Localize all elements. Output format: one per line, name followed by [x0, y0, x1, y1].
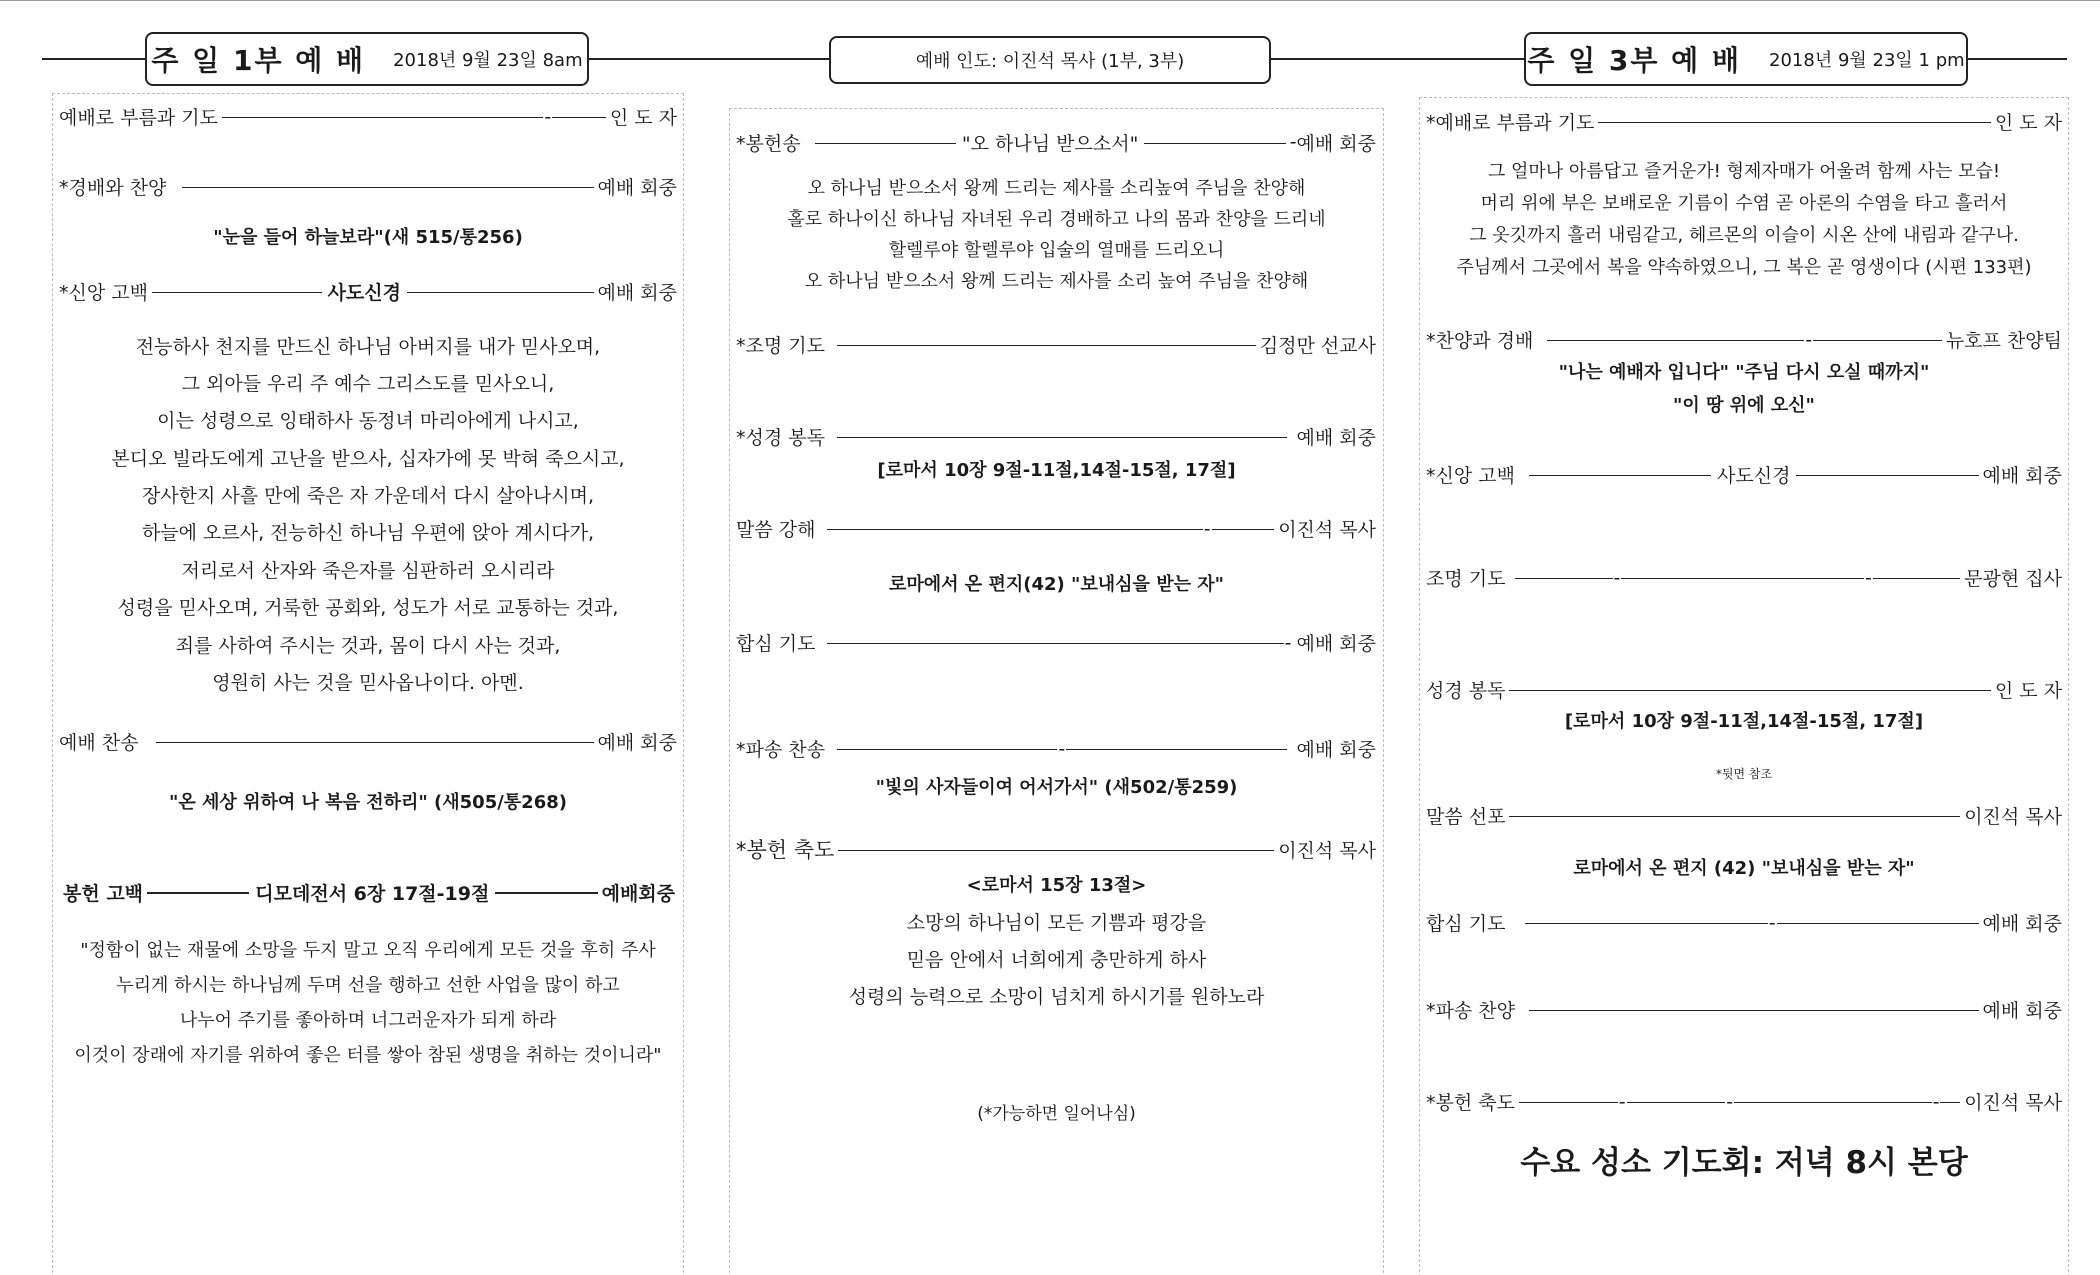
item-responsible: 예배 회중	[597, 731, 677, 754]
song-lyric-line: 오 하나님 받으소서 왕께 드리는 제사를 소리높여 주님을 찬양해	[807, 178, 1306, 199]
program-item	[1426, 326, 2062, 352]
item-label: *경배와 찬양	[59, 176, 167, 199]
item-responsible: 예배 회중	[1296, 132, 1376, 155]
service-1-date: 2018년 9월 23일 8am	[393, 50, 583, 71]
leader-line	[838, 850, 1274, 851]
program-item	[736, 331, 1376, 357]
program-item	[59, 278, 677, 304]
item-label: 합심 기도	[1426, 912, 1506, 935]
psalm-line: 그 옷깃까지 흘러 내림같고, 헤르몬의 이슬이 시온 산에 내림과 같구나.	[1469, 225, 2019, 246]
leader-separator: -	[1289, 131, 1297, 153]
page-top-border	[0, 0, 2100, 1]
item-label: 조명 기도	[1426, 567, 1506, 590]
creed-line: 죄를 사하여 주시는 것과, 몸이 다시 사는 것과,	[175, 635, 561, 657]
item-label: *조명 기도	[736, 334, 825, 357]
item-label: *성경 봉독	[736, 426, 825, 449]
item-responsible: 예배 회중	[597, 176, 677, 199]
program-item	[736, 515, 1376, 541]
leader-line	[495, 892, 597, 894]
leader-separator: -	[1864, 567, 1872, 589]
item-label: *봉헌 축도	[1426, 1091, 1515, 1114]
leader-line	[837, 437, 1287, 438]
item-label: 예배로 부름과 기도	[59, 106, 218, 129]
program-item	[59, 103, 677, 129]
item-detail: "오 하나님 받으소서"	[961, 132, 1139, 155]
hymn-title: "온 세상 위하여 나 복음 전하리" (새505/통268)	[169, 792, 567, 813]
psalm-line: 주님께서 그곳에서 복을 약속하였으니, 그 복은 곧 영생이다 (시편 133편)	[1456, 257, 2032, 278]
program-item	[736, 129, 1376, 155]
praise-songs: "나는 예배자 입니다" "주님 다시 오실 때까지"	[1558, 362, 1930, 383]
program-item	[1426, 564, 2062, 590]
leader-line	[1529, 1010, 1979, 1011]
item-detail: 사도신경	[1717, 464, 1791, 487]
creed-line: 전능하사 천지를 만드신 하나님 아버지를 내가 믿사오며,	[135, 336, 601, 358]
leader-line	[1515, 567, 1960, 589]
item-label: *신앙 고백	[59, 281, 148, 304]
leader-line	[182, 187, 593, 188]
header-worship-leader	[829, 36, 1271, 84]
header-service-3	[1524, 32, 1968, 86]
benediction-reference: <로마서 15장 13절>	[966, 875, 1147, 896]
item-label: 말씀 강해	[736, 518, 816, 541]
item-label: 말씀 선포	[1426, 805, 1506, 828]
item-responsible: 인 도 자	[609, 106, 677, 129]
item-label: *신앙 고백	[1426, 464, 1515, 487]
item-responsible: 예배 회중	[1296, 632, 1376, 655]
leader-separator: -	[1805, 329, 1813, 351]
item-label: *봉헌 축도	[736, 838, 835, 862]
creed-line: 하늘에 오르사, 전능하신 하나님 우편에 앉아 계시다가,	[141, 522, 595, 544]
item-label: 성경 봉독	[1426, 679, 1506, 702]
hymn-title: "빛의 사자들이여 어서가서" (새502/통259)	[875, 777, 1238, 798]
item-responsible: 이진석 목사	[1964, 805, 2062, 828]
benediction-line: 소망의 하나님이 모든 기쁨과 평강을	[906, 912, 1207, 934]
leader-line	[1509, 816, 1960, 817]
leader-separator: -	[1618, 1091, 1626, 1113]
sermon-title: 로마에서 온 편지 (42) "보내심을 받는 자"	[1573, 858, 1915, 879]
program-item	[1426, 802, 2062, 828]
item-responsible: 예배 회중	[1982, 999, 2062, 1022]
item-detail: 사도신경	[327, 281, 401, 304]
item-label: *예배로 부름과 기도	[1426, 111, 1595, 134]
leader-line	[156, 742, 593, 743]
item-responsible: 예배 회중	[1296, 738, 1376, 761]
item-label: *봉헌송	[736, 132, 801, 155]
item-label: 합심 기도	[736, 632, 816, 655]
program-item	[736, 629, 1376, 655]
leader-line	[1547, 329, 1942, 351]
item-detail: 디모데전서 6장 17절-19절	[255, 882, 490, 905]
leader-separator: -	[1058, 738, 1066, 760]
leader-separator: -	[544, 106, 552, 128]
item-responsible: 이진석 목사	[1278, 518, 1376, 541]
leader-line	[407, 292, 594, 293]
leader-line	[147, 892, 249, 894]
song-lyric-line: 홀로 하나이신 하나님 자녀된 우리 경배하고 나의 몸과 찬양을 드리네	[787, 209, 1326, 230]
item-responsible: 이진석 목사	[1278, 839, 1376, 862]
leader-separator: -	[1768, 912, 1776, 934]
offering-verse-line: 이것이 장래에 자기를 위하여 좋은 터를 쌓아 참된 생명을 취하는 것이니라"	[74, 1045, 662, 1066]
leader-line	[222, 106, 606, 128]
leader-line	[1796, 475, 1978, 476]
service-1-order-column	[52, 93, 684, 1275]
program-item	[59, 173, 677, 199]
prayer-meeting-announcement: 수요 성소 기도회: 저녁 8시 본당	[1520, 1145, 1968, 1181]
creed-line: 저리로서 산자와 죽은자를 심판하러 오시리라	[181, 560, 555, 582]
leader-separator: -	[1203, 518, 1211, 540]
program-item	[1426, 996, 2062, 1022]
item-label: *파송 찬양	[1426, 999, 1515, 1022]
hymn-title: "눈을 들어 하늘보라"(새 515/통256)	[213, 227, 523, 248]
scripture-reference: [로마서 10장 9절-11절,14절-15절, 17절]	[1564, 711, 1924, 732]
song-lyric-line: 오 하나님 받으소서 왕께 드리는 제사를 소리 높여 주님을 찬양해	[804, 271, 1309, 292]
service-3-title: 주 일 3부 예 배	[1527, 44, 1742, 77]
leader-separator: -	[1284, 632, 1292, 654]
scripture-reference: [로마서 10장 9절-11절,14절-15절, 17절]	[877, 460, 1236, 481]
worship-leader-text: 예배 인도: 이진석 목사 (1부, 3부)	[915, 51, 1185, 72]
creed-line: 이는 성령으로 잉태하사 동정녀 마리아에게 나시고,	[157, 410, 579, 432]
item-responsible: 뉴호프 찬양팀	[1945, 329, 2062, 352]
creed-line: 장사한지 사흘 만에 죽은 자 가운데서 다시 살아나시며,	[141, 485, 595, 507]
offering-verse-line: 나누어 주기를 좋아하며 너그러운자가 되게 하라	[179, 1010, 557, 1031]
item-responsible: 예배회중	[601, 882, 676, 905]
leader-separator: -	[1932, 1091, 1940, 1113]
praise-songs: "이 땅 위에 오신"	[1673, 395, 1815, 416]
leader-line	[837, 738, 1287, 760]
leader-separator: -	[1613, 567, 1621, 589]
item-responsible: 이진석 목사	[1964, 1091, 2062, 1114]
item-responsible: 인 도 자	[1994, 679, 2062, 702]
item-label: *파송 찬송	[736, 738, 825, 761]
item-responsible: 김정만 선교사	[1259, 334, 1376, 357]
standing-note: (*가능하면 일어나심)	[977, 1104, 1136, 1124]
leader-line	[837, 345, 1256, 346]
leader-line	[1525, 912, 1978, 934]
leader-line	[1529, 475, 1711, 476]
leader-line	[1144, 143, 1285, 144]
creed-line: 그 외아들 우리 주 예수 그리스도를 믿사오니,	[181, 373, 555, 395]
program-item	[736, 735, 1376, 761]
leader-line	[1509, 690, 1990, 691]
program-item	[1426, 108, 2062, 134]
scripture-note: *뒷면 참조	[1715, 767, 1773, 781]
item-responsible: 문광현 집사	[1964, 567, 2062, 590]
offering-verse-line: 누리게 하시는 하나님께 두며 선을 행하고 선한 사업을 많이 하고	[116, 975, 620, 996]
leader-separator: -	[1726, 1091, 1734, 1113]
program-item	[736, 423, 1376, 449]
sermon-title: 로마에서 온 편지(42) "보내심을 받는 자"	[888, 574, 1225, 595]
service-1-title: 주 일 1부 예 배	[151, 44, 366, 77]
item-responsible: 예배 회중	[1982, 464, 2063, 487]
header-service-1	[145, 32, 589, 86]
program-item	[1426, 676, 2062, 702]
psalm-line: 그 얼마나 아름답고 즐거운가! 형제자매가 어울려 함께 사는 모습!	[1487, 161, 2001, 182]
leader-line	[827, 518, 1274, 540]
benediction-line: 믿음 안에서 너희에게 충만하게 하사	[906, 949, 1207, 971]
creed-line: 본디오 빌라도에게 고난을 받으사, 십자가에 못 박혀 죽으시고,	[111, 448, 625, 470]
offering-verse-line: "정함이 없는 재물에 소망을 두지 말고 오직 우리에게 모든 것을 후히 주사	[80, 940, 656, 961]
item-responsible: 인 도 자	[1994, 111, 2062, 134]
item-responsible: 예배 회중	[1982, 912, 2062, 935]
program-item	[1426, 1088, 2062, 1114]
leader-line	[827, 632, 1292, 654]
creed-line: 성령을 믿사오며, 거룩한 공회와, 성도가 서로 교통하는 것과,	[117, 597, 619, 619]
program-item	[736, 836, 1376, 862]
item-responsible: 예배 회중	[1296, 426, 1376, 449]
leader-line	[152, 292, 322, 293]
item-label: 봉헌 고백	[63, 882, 144, 905]
leader-line	[815, 143, 956, 144]
program-item	[1426, 909, 2062, 935]
program-item	[63, 879, 675, 905]
benediction-line: 성령의 능력으로 소망이 넘치게 하시기를 원하노라	[848, 986, 1265, 1008]
program-item	[59, 728, 677, 754]
creed-line: 영원히 사는 것을 믿사옵나이다. 아멘.	[212, 672, 524, 694]
leader-line	[1598, 122, 1990, 123]
item-responsible: 예배 회중	[597, 281, 677, 304]
service-3-order-column	[1419, 97, 2069, 1275]
service-order-middle-column	[729, 108, 1384, 1275]
program-item	[1426, 461, 2062, 487]
psalm-line: 머리 위에 부은 보배로운 기름이 수염 곧 아론의 수염을 타고 흘러서	[1480, 193, 2008, 214]
song-lyric-line: 할렐루야 할렐루야 입술의 열매를 드리오니	[888, 240, 1225, 261]
service-3-date: 2018년 9월 23일 1 pm	[1769, 50, 1965, 71]
item-label: 예배 찬송	[59, 731, 139, 754]
item-label: *찬양과 경배	[1426, 329, 1534, 352]
leader-line	[1519, 1091, 1960, 1113]
